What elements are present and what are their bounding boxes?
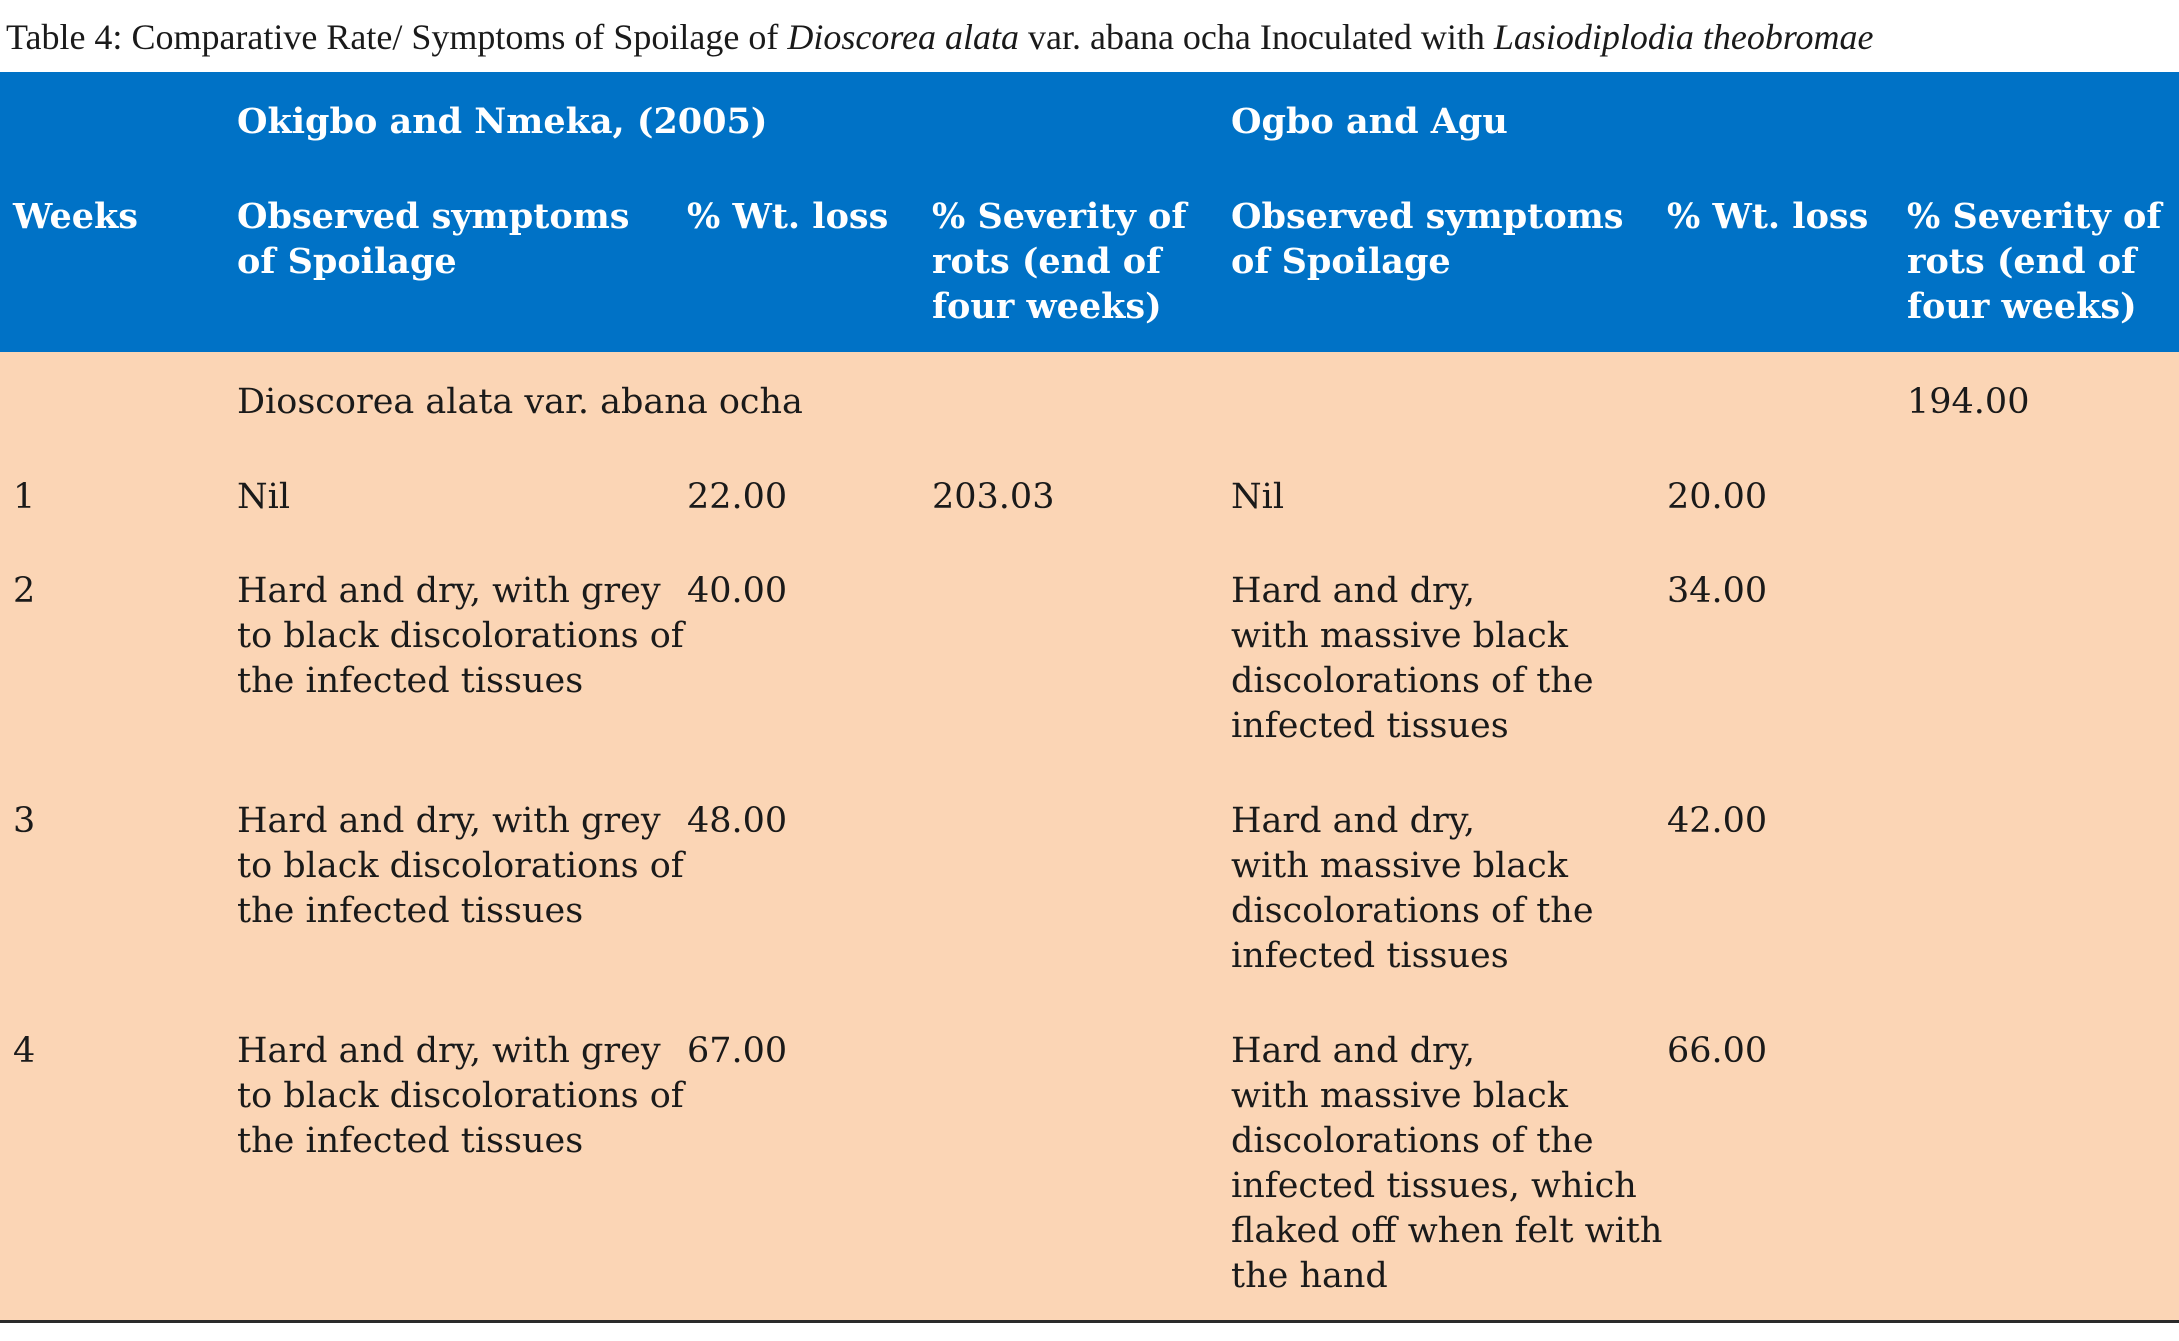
week-4-right-wt: 66.00 xyxy=(1667,1031,1768,1071)
week-4-left-symptoms xyxy=(237,1029,684,1164)
table-bottom-rule xyxy=(0,1320,2179,1323)
symptom-line: with massive black xyxy=(1231,1076,1568,1116)
week-4-right-symptoms xyxy=(1231,1029,1662,1299)
week-1-left-severity: 203.03 xyxy=(932,477,1055,517)
symptom-line: Hard and dry, with grey xyxy=(237,801,661,841)
col-header-symptoms-left xyxy=(237,194,629,284)
symptom-line: infected tissues, which xyxy=(1231,1166,1637,1206)
symptom-line: to black discolorations of xyxy=(237,616,684,656)
col-header-symptoms-right xyxy=(1231,194,1623,284)
symptom-line: the infected tissues xyxy=(237,891,584,931)
caption-text-2: var. abana ocha Inoculated with xyxy=(1019,17,1494,57)
group-header-okigbo: Okigbo and Nmeka, (2005) xyxy=(237,101,768,142)
group-header-ogbo: Ogbo and Agu xyxy=(1231,101,1508,142)
symptom-line: discolorations of the xyxy=(1231,661,1594,701)
header-line: % Severity of xyxy=(1907,196,2162,237)
symptom-line: Hard and dry, xyxy=(1231,801,1475,841)
header-line: of Spoilage xyxy=(1231,241,1451,282)
symptom-line: flaked off when felt with xyxy=(1231,1211,1663,1251)
caption-pathogen: Lasiodiplodia theobromae xyxy=(1493,17,1874,57)
week-2-right-symptoms xyxy=(1231,569,1594,749)
header-line: rots (end of xyxy=(1907,241,2137,282)
symptom-line: the infected tissues xyxy=(237,1121,584,1161)
col-header-severity-left xyxy=(932,194,1186,329)
caption-species: Dioscorea alata xyxy=(787,17,1020,57)
table-header xyxy=(0,72,2179,352)
col-header-weeks: Weeks xyxy=(13,196,138,237)
symptom-line: infected tissues xyxy=(1231,706,1509,746)
caption-text: Table 4: Comparative Rate/ Symptoms of Spoilage of xyxy=(6,17,788,57)
header-line: four weeks) xyxy=(932,286,1162,327)
week-3-right-symptoms xyxy=(1231,799,1594,979)
week-4: 4 xyxy=(13,1031,36,1071)
week-1: 1 xyxy=(13,477,36,517)
week-2-left-wt: 40.00 xyxy=(687,571,788,611)
week-4-left-wt: 67.00 xyxy=(687,1031,788,1071)
col-header-wt-loss-left: % Wt. loss xyxy=(687,196,889,237)
table-body xyxy=(0,352,2179,1322)
symptom-line: to black discolorations of xyxy=(237,846,684,886)
week-2-right-wt: 34.00 xyxy=(1667,571,1768,611)
variety-label: Dioscorea alata var. abana ocha xyxy=(237,382,803,422)
week-1-right-symptoms: Nil xyxy=(1231,477,1285,517)
symptom-line: Hard and dry, xyxy=(1231,1031,1475,1071)
variety-severity-right: 194.00 xyxy=(1907,382,2030,422)
symptom-line: discolorations of the xyxy=(1231,1121,1594,1161)
week-3-left-wt: 48.00 xyxy=(687,801,788,841)
header-line: % Severity of xyxy=(932,196,1187,237)
header-line: four weeks) xyxy=(1907,286,2137,327)
symptom-line: to black discolorations of xyxy=(237,1076,684,1116)
week-3-left-symptoms xyxy=(237,799,684,934)
week-1-left-symptoms: Nil xyxy=(237,477,291,517)
week-3: 3 xyxy=(13,801,36,841)
table-caption xyxy=(6,12,2176,62)
col-header-wt-loss-right: % Wt. loss xyxy=(1667,196,1869,237)
col-header-severity-right xyxy=(1907,194,2161,329)
symptom-line: Hard and dry, with grey xyxy=(237,1031,661,1071)
header-line: rots (end of xyxy=(932,241,1162,282)
symptom-line: Hard and dry, xyxy=(1231,571,1475,611)
week-3-right-wt: 42.00 xyxy=(1667,801,1768,841)
symptom-line: the hand xyxy=(1231,1256,1388,1296)
header-line: of Spoilage xyxy=(237,241,457,282)
symptom-line: the infected tissues xyxy=(237,661,584,701)
symptom-line: with massive black xyxy=(1231,616,1568,656)
symptom-line: with massive black xyxy=(1231,846,1568,886)
header-line: Observed symptoms xyxy=(1231,196,1624,237)
symptom-line: Hard and dry, with grey xyxy=(237,571,661,611)
week-2: 2 xyxy=(13,571,36,611)
week-1-left-wt: 22.00 xyxy=(687,477,788,517)
symptom-line: infected tissues xyxy=(1231,936,1509,976)
header-line: Observed symptoms xyxy=(237,196,630,237)
week-2-left-symptoms xyxy=(237,569,684,704)
week-1-right-wt: 20.00 xyxy=(1667,477,1768,517)
symptom-line: discolorations of the xyxy=(1231,891,1594,931)
